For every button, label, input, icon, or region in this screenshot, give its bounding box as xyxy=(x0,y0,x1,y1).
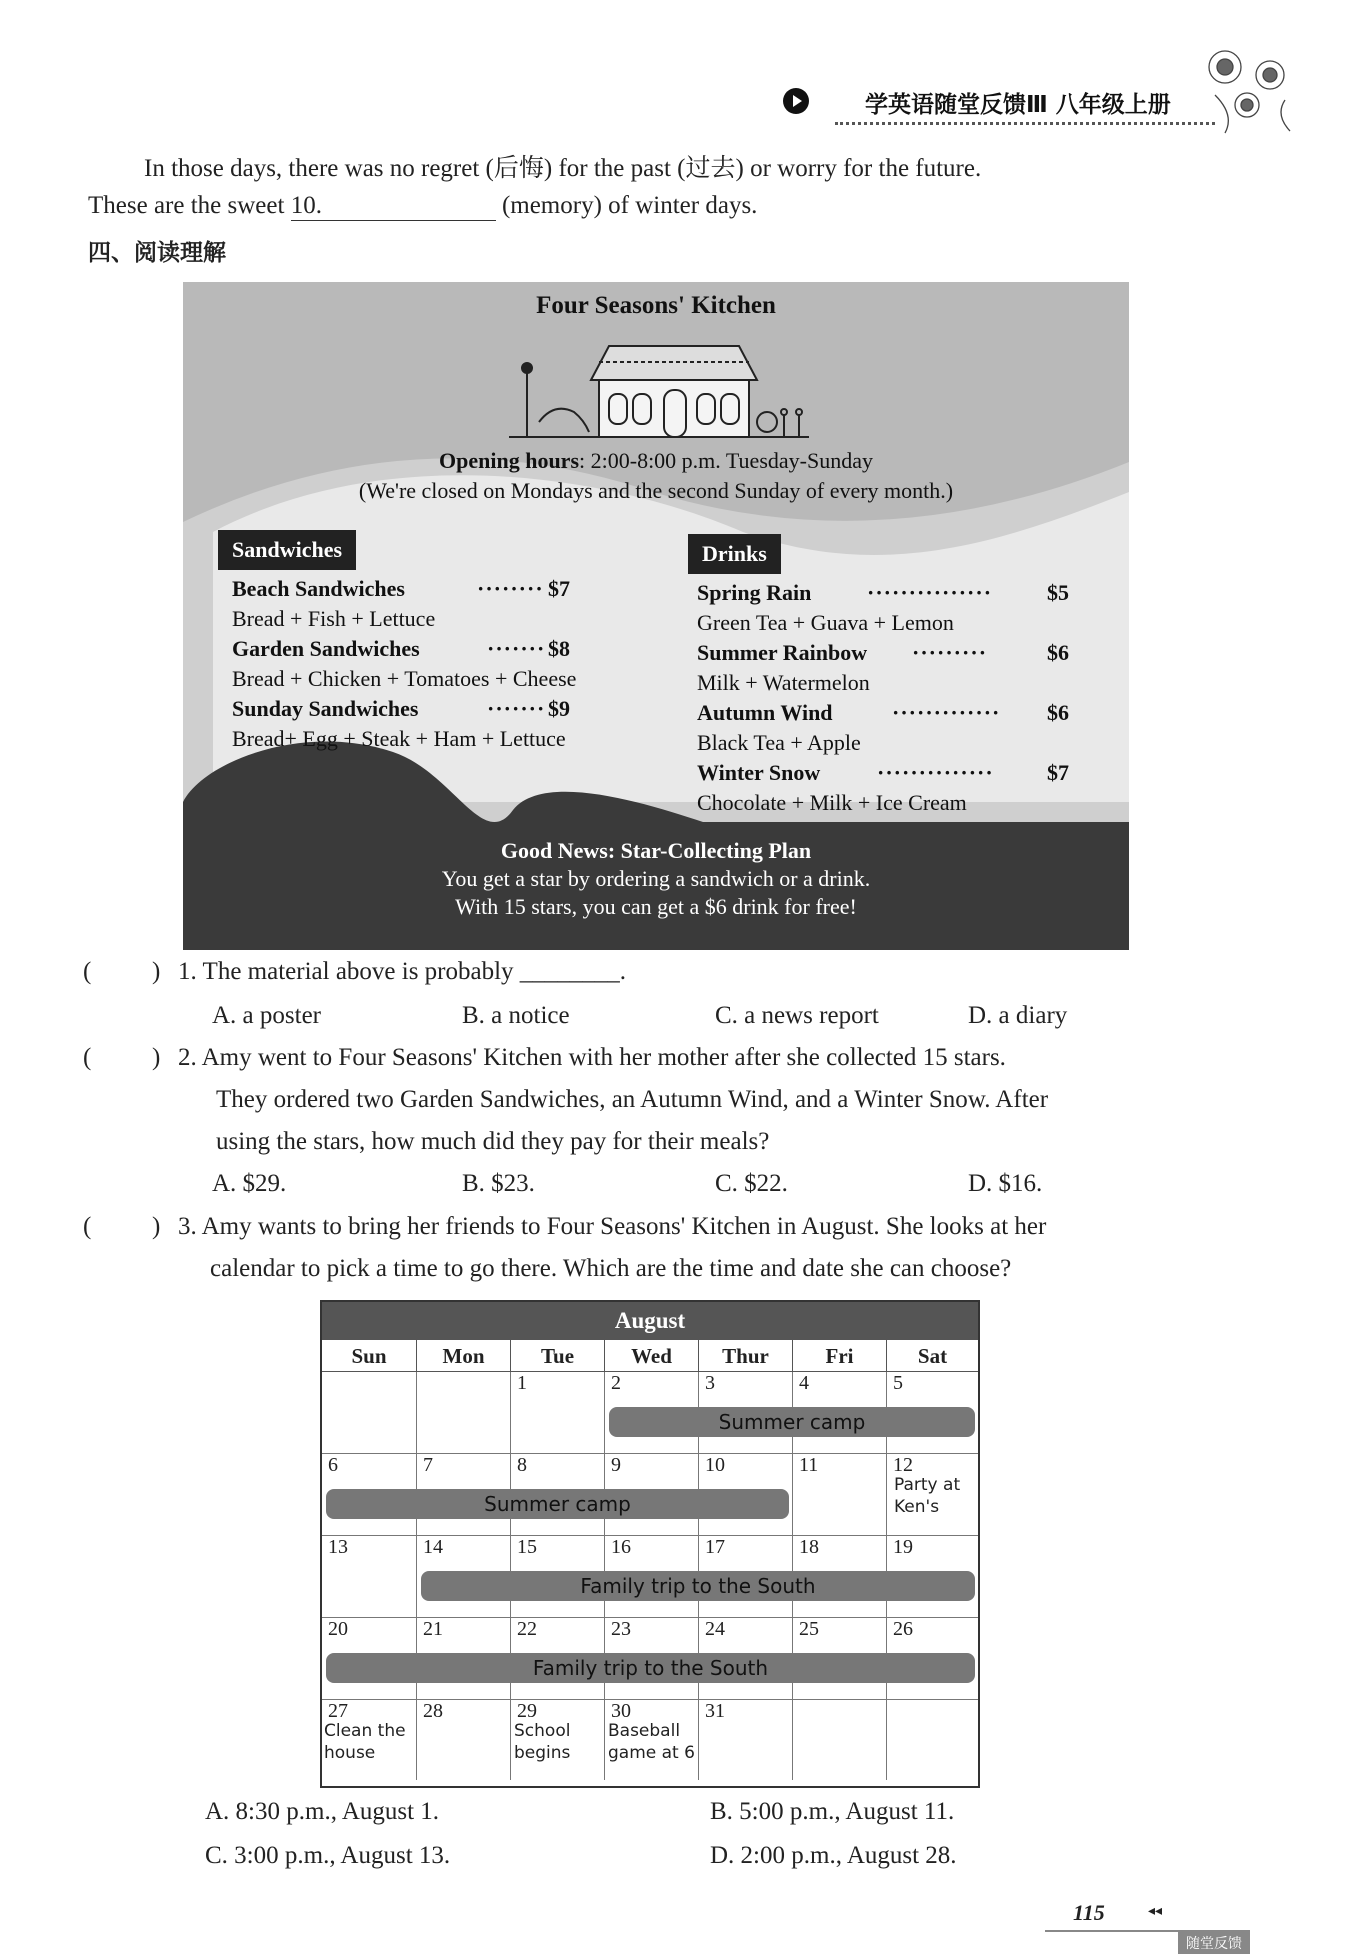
calendar-day-number: 19 xyxy=(893,1536,913,1558)
news-line: With 15 stars, you can get a $6 drink for free! xyxy=(455,894,857,919)
option-a[interactable]: A. $29. xyxy=(212,1170,287,1197)
menu-item-drink xyxy=(697,640,1077,666)
calendar-day-number: 4 xyxy=(799,1372,809,1394)
section-title: 四、阅读理解 xyxy=(88,240,226,266)
option-a[interactable]: A. 8:30 p.m., August 1. xyxy=(205,1798,440,1825)
question-1-text: 1. The material above is probably ________. xyxy=(178,958,627,985)
page-header xyxy=(775,82,1215,124)
item-ingredients: Bread + Chicken + Tomatoes + Cheese xyxy=(232,666,577,691)
calendar-day-cell xyxy=(793,1454,887,1536)
calendar-month: August xyxy=(322,1302,978,1340)
arrow-left-icon: ◂◂ xyxy=(1148,1904,1163,1919)
calendar-day-number: 7 xyxy=(423,1454,433,1476)
item-price: $5 xyxy=(1047,580,1069,605)
answer-paren-close: ) xyxy=(152,1044,161,1071)
leader-dots: ··············· xyxy=(867,580,993,605)
option-d[interactable]: D. a diary xyxy=(968,1002,1068,1029)
menu-item-drink xyxy=(697,580,1077,606)
option-b[interactable]: B. $23. xyxy=(462,1170,535,1197)
weekday-header: Tue xyxy=(511,1340,605,1372)
item-ingredients: Green Tea + Guava + Lemon xyxy=(697,610,954,635)
item-price: $6 xyxy=(1047,700,1069,725)
calendar-day-number: 20 xyxy=(328,1618,348,1640)
event-bar: Summer camp xyxy=(609,1407,975,1437)
option-b[interactable]: B. 5:00 p.m., August 11. xyxy=(710,1798,955,1825)
leader-dots: ·············· xyxy=(877,760,994,785)
august-calendar xyxy=(320,1300,980,1788)
answer-blank-10[interactable] xyxy=(291,192,496,221)
restaurant-house-icon xyxy=(499,332,819,442)
item-name: Winter Snow xyxy=(697,760,821,785)
weekday-header: Sun xyxy=(322,1340,417,1372)
option-c[interactable]: C. 3:00 p.m., August 13. xyxy=(205,1842,451,1869)
answer-paren-open[interactable]: ( xyxy=(83,1044,92,1071)
calendar-day-number: 27 xyxy=(328,1700,348,1722)
event-note: Baseball game at 6 xyxy=(608,1721,695,1763)
news-title: Good News: Star-Collecting Plan xyxy=(500,838,812,863)
passage-line-2 xyxy=(88,192,757,221)
menu-item-drink xyxy=(697,700,1077,726)
book-title: 学英语随堂反馈Ⅲ 八年级上册 xyxy=(865,92,1171,118)
calendar-day-number: 13 xyxy=(328,1536,348,1558)
leader-dots: ······· xyxy=(487,696,546,721)
option-c[interactable]: C. $22. xyxy=(715,1170,788,1197)
option-c[interactable]: C. a news report xyxy=(715,1002,879,1029)
news-line: You get a star by ordering a sandwich or a drink. xyxy=(441,866,871,891)
answer-paren-close: ) xyxy=(152,958,161,985)
item-ingredients: Black Tea + Apple xyxy=(697,730,861,755)
calendar-day-number: 2 xyxy=(611,1372,621,1394)
calendar-day-number: 25 xyxy=(799,1618,819,1640)
item-price: $6 xyxy=(1047,640,1069,665)
calendar-day-cell xyxy=(793,1700,887,1780)
event-note: Clean the house xyxy=(324,1721,406,1763)
calendar-day-cell xyxy=(417,1372,511,1454)
leader-dots: ········· xyxy=(912,640,988,665)
calendar-day-number: 21 xyxy=(423,1618,443,1640)
play-icon xyxy=(783,88,809,114)
calendar-day-number: 9 xyxy=(611,1454,621,1476)
event-note: Party at Ken's xyxy=(894,1475,961,1517)
calendar-day-number: 24 xyxy=(705,1618,725,1640)
calendar-day-number: 18 xyxy=(799,1536,819,1558)
calendar-day-number: 11 xyxy=(799,1454,819,1476)
menu-item-sandwich xyxy=(232,636,577,662)
calendar-day-number: 22 xyxy=(517,1618,537,1640)
weekday-header: Sat xyxy=(887,1340,978,1372)
drinks-tag: Drinks xyxy=(688,534,781,574)
item-name: Autumn Wind xyxy=(697,700,833,725)
leader-dots: ········ xyxy=(477,576,544,601)
weekday-header: Mon xyxy=(417,1340,511,1372)
item-ingredients: Chocolate + Milk + Ice Cream xyxy=(697,790,967,815)
calendar-day-number: 29 xyxy=(517,1700,537,1722)
menu-item-drink xyxy=(697,760,1077,786)
footer-label: 随堂反馈 xyxy=(1178,1932,1250,1954)
closed-note: (We're closed on Mondays and the second Sunday of every month.) xyxy=(358,478,954,503)
calendar-day-number: 17 xyxy=(705,1536,725,1558)
calendar-day-number: 10 xyxy=(705,1454,725,1476)
item-name: Summer Rainbow xyxy=(697,640,868,665)
menu-item-sandwich xyxy=(232,576,577,602)
calendar-day-number: 28 xyxy=(423,1700,443,1722)
item-name: Sunday Sandwiches xyxy=(232,696,419,721)
calendar-day-number: 31 xyxy=(705,1700,725,1722)
header-divider xyxy=(835,122,1215,125)
calendar-day-number: 30 xyxy=(611,1700,631,1722)
question-2-line-1: 2. Amy went to Four Seasons' Kitchen with her mother after she collected 15 stars. xyxy=(178,1044,1006,1071)
calendar-day-cell xyxy=(322,1372,417,1454)
calendar-day-number: 26 xyxy=(893,1618,913,1640)
answer-paren-open[interactable]: ( xyxy=(83,1213,92,1240)
calendar-day-cell xyxy=(699,1700,793,1780)
item-price: $9 xyxy=(548,696,570,721)
calendar-day-number: 1 xyxy=(517,1372,527,1394)
answer-paren-close: ) xyxy=(152,1213,161,1240)
menu-title: Four Seasons' Kitchen xyxy=(536,292,776,319)
event-bar: Family trip to the South xyxy=(421,1571,975,1601)
item-price: $8 xyxy=(548,636,570,661)
item-price: $7 xyxy=(1047,760,1069,785)
option-d[interactable]: D. 2:00 p.m., August 28. xyxy=(710,1842,957,1869)
event-note: School begins xyxy=(514,1721,571,1763)
menu-item-sandwich xyxy=(232,696,577,722)
restaurant-menu xyxy=(183,282,1129,950)
weekday-header: Fri xyxy=(793,1340,887,1372)
item-ingredients: Milk + Watermelon xyxy=(697,670,870,695)
calendar-day-cell xyxy=(322,1536,417,1618)
item-name: Beach Sandwiches xyxy=(232,576,405,601)
passage-text: These are the sweet xyxy=(88,192,291,219)
calendar-day-number: 14 xyxy=(423,1536,443,1558)
footer-bar xyxy=(1045,1930,1250,1955)
calendar-day-number: 16 xyxy=(611,1536,631,1558)
blank-number: 10. xyxy=(290,192,322,219)
calendar-day-cell xyxy=(417,1700,511,1780)
calendar-day-number: 6 xyxy=(328,1454,338,1476)
calendar-day-cell xyxy=(511,1372,605,1454)
event-bar: Summer camp xyxy=(326,1489,789,1519)
opening-hours-value: : 2:00-8:00 p.m. Tuesday-Sunday xyxy=(579,448,873,473)
calendar-day-number: 23 xyxy=(611,1618,631,1640)
question-2-line-3: using the stars, how much did they pay for their meals? xyxy=(216,1128,770,1155)
question-2-line-2: They ordered two Garden Sandwiches, an Autumn Wind, and a Winter Snow. After xyxy=(216,1086,1049,1113)
leader-dots: ······· xyxy=(487,636,546,661)
passage-text: (memory) of winter days. xyxy=(495,192,758,219)
option-a[interactable]: A. a poster xyxy=(212,1002,321,1029)
option-d[interactable]: D. $16. xyxy=(968,1170,1043,1197)
calendar-day-cell xyxy=(887,1700,978,1780)
calendar-day-number: 5 xyxy=(893,1372,903,1394)
calendar-day-number: 12 xyxy=(893,1454,913,1476)
sandwiches-tag: Sandwiches xyxy=(218,530,356,570)
page-number: 115 xyxy=(1073,1900,1105,1925)
calendar-day-number: 15 xyxy=(517,1536,537,1558)
item-ingredients: Bread + Fish + Lettuce xyxy=(232,606,436,631)
option-b[interactable]: B. a notice xyxy=(462,1002,570,1029)
item-name: Garden Sandwiches xyxy=(232,636,420,661)
weekday-header: Wed xyxy=(605,1340,699,1372)
answer-paren-open[interactable]: ( xyxy=(83,958,92,985)
leader-dots: ············· xyxy=(892,700,1001,725)
opening-hours-label: Opening hours xyxy=(439,448,580,473)
calendar-day-number: 8 xyxy=(517,1454,527,1476)
item-name: Spring Rain xyxy=(697,580,812,605)
opening-hours xyxy=(183,448,1129,474)
calendar-day-number: 3 xyxy=(705,1372,715,1394)
question-3-line-1: 3. Amy wants to bring her friends to Four Seasons' Kitchen in August. She looks at her xyxy=(178,1213,1047,1240)
event-bar: Family trip to the South xyxy=(326,1653,975,1683)
sunflower-decoration-icon xyxy=(1195,45,1305,135)
item-ingredients: Bread+ Egg + Steak + Ham + Lettuce xyxy=(232,726,566,751)
weekday-header: Thur xyxy=(699,1340,793,1372)
question-3-line-2: calendar to pick a time to go there. Which are the time and date she can choose? xyxy=(210,1255,1012,1282)
item-price: $7 xyxy=(548,576,570,601)
passage-line-1: In those days, there was no regret (后悔) for the past (过去) or worry for the future. xyxy=(144,155,982,182)
